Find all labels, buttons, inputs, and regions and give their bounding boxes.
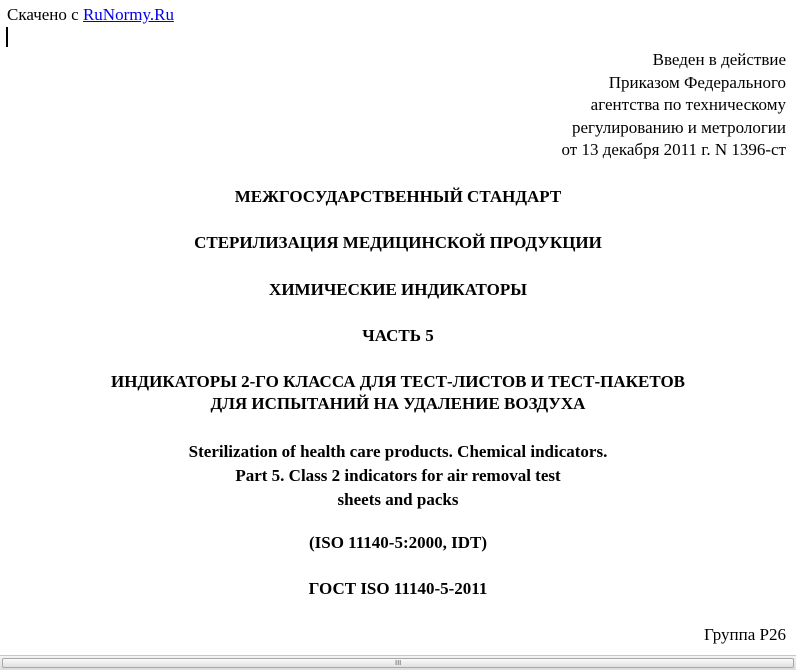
scrollbar-grip-icon: III [395, 659, 402, 667]
enactment-line: Приказом Федерального [608, 72, 786, 92]
main-title-text: СТЕРИЛИЗАЦИЯ МЕДИЦИНСКОЙ ПРОДУКЦИИ [194, 233, 602, 252]
part-title-line: ИНДИКАТОРЫ 2-ГО КЛАССА ДЛЯ ТЕСТ-ЛИСТОВ И ТЕСТ-ПАКЕТОВ [110, 372, 686, 391]
gost-number-text: ГОСТ ISO 11140-5-2011 [308, 579, 488, 598]
english-title-line: Sterilization of health care products. Chemical indicators. [188, 442, 608, 461]
part-title-line: ДЛЯ ИСПЫТАНИЙ НА УДАЛЕНИЕ ВОЗДУХА [210, 394, 586, 413]
source-line [7, 5, 174, 25]
text-cursor [6, 27, 8, 47]
enactment-line: от 13 декабря 2011 г. N 1396-ст [561, 140, 786, 159]
part-heading [0, 325, 796, 347]
part-text: ЧАСТЬ 5 [362, 326, 434, 345]
standard-type-text: МЕЖГОСУДАРСТВЕННЫЙ СТАНДАРТ [234, 187, 562, 206]
enactment-line: агентства по техническому [590, 95, 786, 114]
subtitle-heading [0, 279, 796, 301]
enactment-line: Введен в действие [652, 50, 786, 69]
source-prefix: Скачено с [7, 5, 83, 24]
subtitle-text: ХИМИЧЕСКИЕ ИНДИКАТОРЫ [269, 280, 527, 299]
main-title-heading [0, 232, 796, 254]
enactment-line: регулированию и метрологии [571, 117, 786, 137]
group-code: Группа Р26 [704, 625, 786, 644]
horizontal-scrollbar[interactable] [0, 655, 796, 670]
english-title-line: sheets and packs [337, 490, 459, 509]
standard-type-heading [0, 186, 796, 208]
iso-reference-heading [0, 532, 796, 554]
english-title-heading [0, 440, 796, 512]
iso-reference-text: (ISO 11140-5:2000, IDT) [308, 533, 488, 552]
english-title-line: Part 5. Class 2 indicators for air removal test [235, 466, 561, 485]
source-link[interactable]: RuNormy.Ru [82, 5, 174, 24]
scrollbar-thumb[interactable] [2, 658, 794, 668]
part-title-heading [0, 371, 796, 415]
gost-number-heading [0, 578, 796, 600]
enactment-block [561, 49, 786, 162]
